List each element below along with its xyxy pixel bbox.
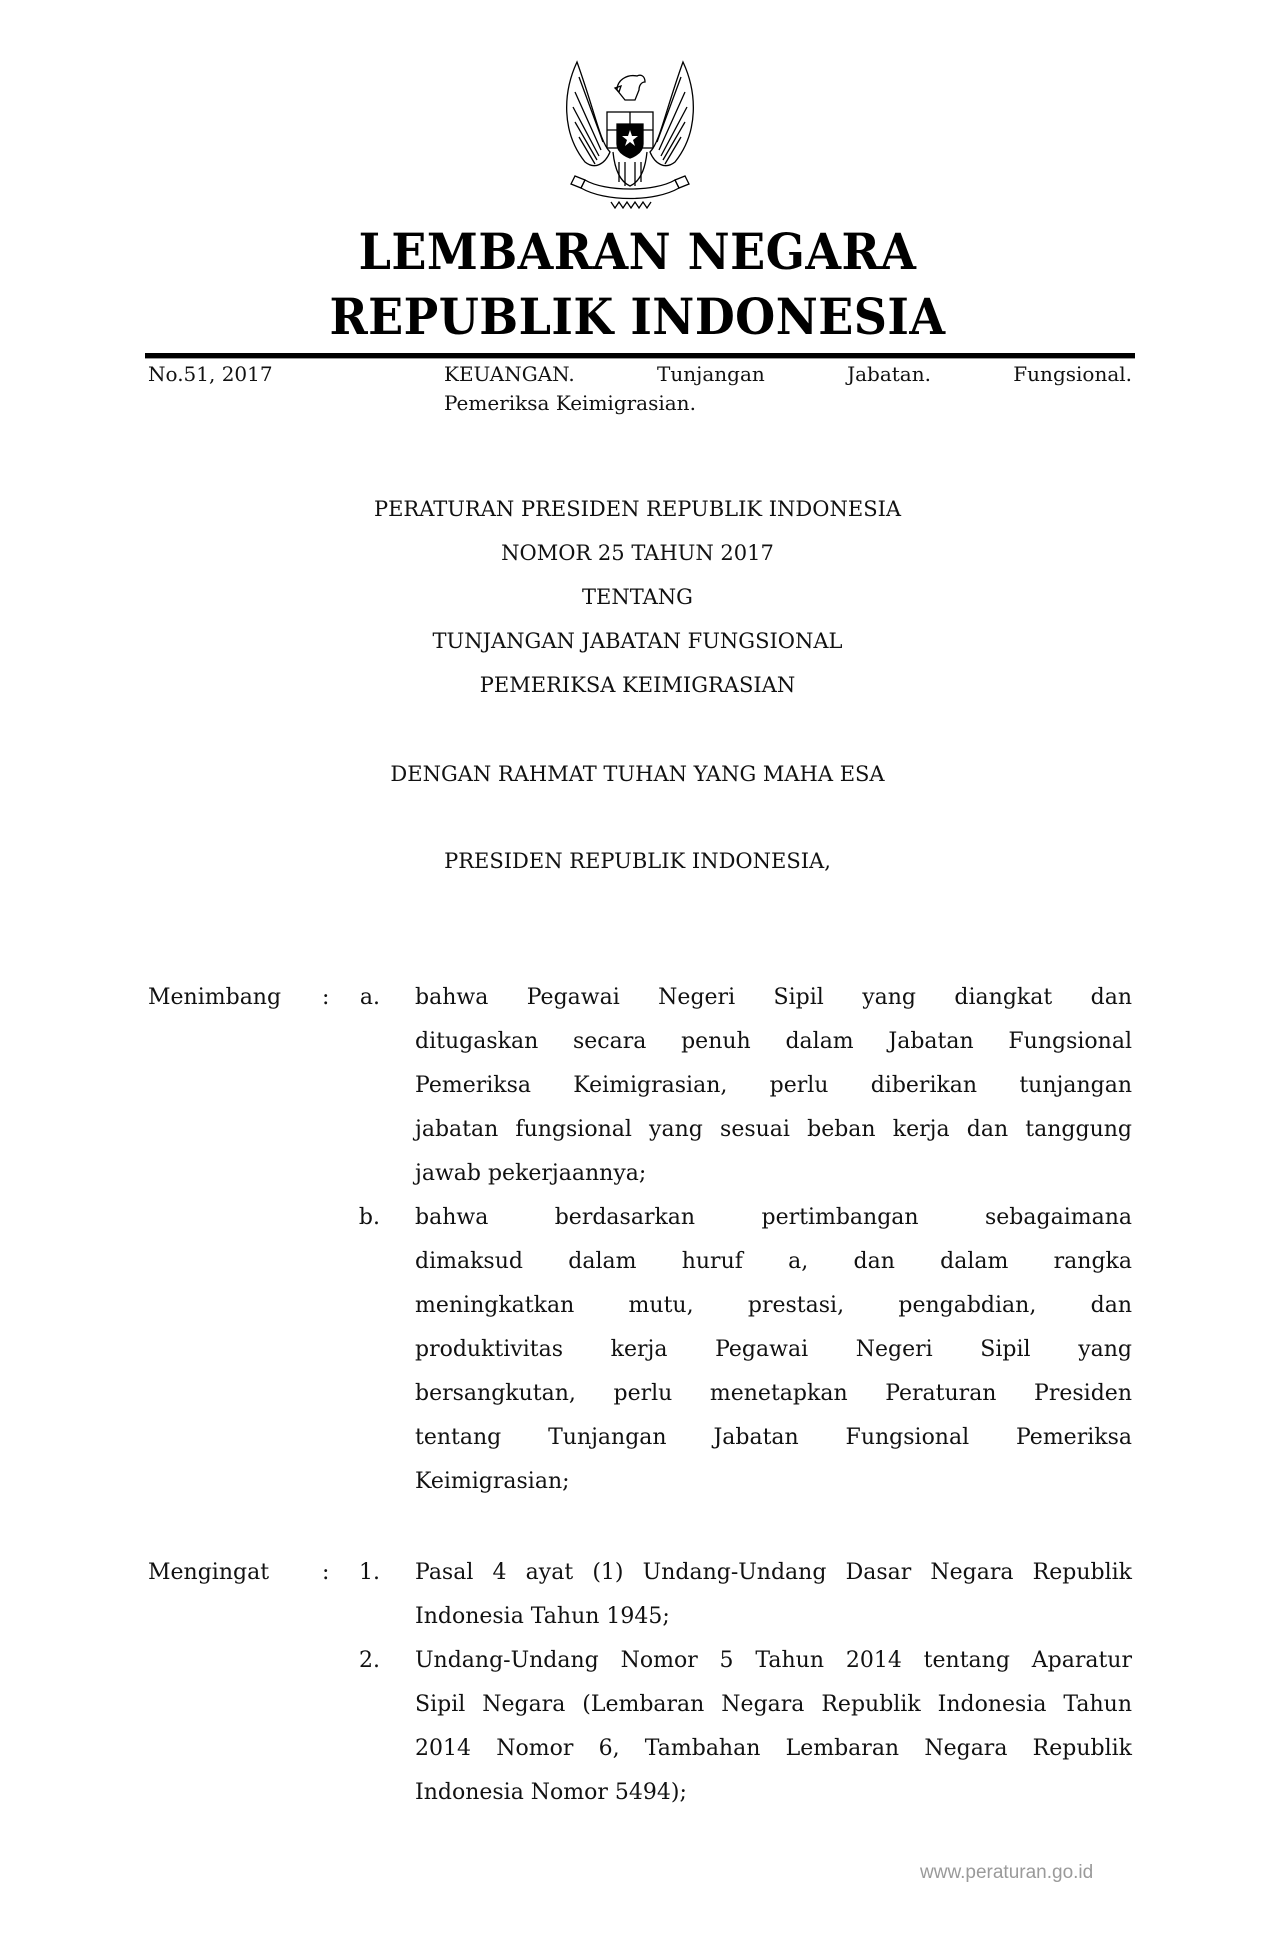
regulation-subject-line2: PEMERIKSA KEIMIGRASIAN bbox=[479, 673, 796, 697]
text-line: bahwa berdasarkan pertimbangan sebagaimana bbox=[415, 1205, 1132, 1230]
text-line: ditugaskan secara penuh dalam Jabatan Fungsional bbox=[415, 1029, 1132, 1054]
text-line: dimaksud dalam huruf a, dan dalam rangka bbox=[415, 1249, 1132, 1274]
mengingat-item-1 bbox=[415, 1551, 1132, 1639]
regulation-about: TENTANG bbox=[582, 585, 693, 609]
mengingat-label: Mengingat bbox=[148, 1560, 270, 1585]
text-line: bersangkutan, perlu menetapkan Peraturan Presiden bbox=[415, 1381, 1132, 1406]
text-line: jabatan fungsional yang sesuai beban kerja dan tanggung bbox=[415, 1117, 1132, 1142]
text-line: tentang Tunjangan Jabatan Fungsional Pemeriksa bbox=[415, 1425, 1132, 1450]
mengingat-item-marker: 2. bbox=[359, 1648, 380, 1673]
text-line: Keimigrasian; bbox=[415, 1469, 570, 1494]
header-divider bbox=[145, 353, 1135, 359]
text-line: Pasal 4 ayat (1) Undang-Undang Dasar Negara Republik bbox=[415, 1560, 1132, 1585]
text-line: produktivitas kerja Pegawai Negeri Sipil yang bbox=[415, 1337, 1132, 1362]
text-line: Undang-Undang Nomor 5 Tahun 2014 tentang Aparatur bbox=[415, 1648, 1132, 1673]
regulation-subject-line1: TUNJANGAN JABATAN FUNGSIONAL bbox=[432, 629, 843, 653]
text-line: 2014 Nomor 6, Tambahan Lembaran Negara Republik bbox=[415, 1736, 1132, 1761]
blessing-line: DENGAN RAHMAT TUHAN YANG MAHA ESA bbox=[390, 762, 885, 786]
menimbang-colon: : bbox=[322, 985, 330, 1010]
mengingat-item-2 bbox=[415, 1639, 1132, 1815]
menimbang-item-a bbox=[415, 976, 1132, 1196]
publication-title-line1: LEMBARAN NEGARA bbox=[358, 222, 917, 281]
gazette-category: KEUANGAN. Tunjangan Jabatan. Fungsional. bbox=[444, 362, 1132, 386]
text-line: bahwa Pegawai Negeri Sipil yang diangkat dan bbox=[415, 985, 1132, 1010]
text-line: Indonesia Nomor 5494); bbox=[415, 1780, 687, 1805]
menimbang-item-b bbox=[415, 1196, 1132, 1504]
garuda-emblem-icon bbox=[555, 52, 705, 212]
regulation-type: PERATURAN PRESIDEN REPUBLIK INDONESIA bbox=[373, 497, 902, 521]
text-line: jawab pekerjaannya; bbox=[415, 1161, 647, 1186]
footer-website-link[interactable]: www.peraturan.go.id bbox=[920, 1862, 1094, 1883]
mengingat-colon: : bbox=[322, 1560, 330, 1585]
text-line: Sipil Negara (Lembaran Negara Republik Indonesia Tahun bbox=[415, 1692, 1132, 1717]
text-line: Pemeriksa Keimigrasian, perlu diberikan tunjangan bbox=[415, 1073, 1132, 1098]
text-line: meningkatkan mutu, prestasi, pengabdian, dan bbox=[415, 1293, 1132, 1318]
publication-title-line2: REPUBLIK INDONESIA bbox=[329, 287, 946, 346]
mengingat-item-marker: 1. bbox=[359, 1560, 380, 1585]
regulation-number: NOMOR 25 TAHUN 2017 bbox=[501, 541, 774, 565]
gazette-number: No.51, 2017 bbox=[148, 362, 273, 386]
menimbang-item-marker: b. bbox=[358, 1205, 380, 1230]
gazette-category-line2: Pemeriksa Keimigrasian. bbox=[444, 391, 696, 415]
menimbang-item-marker: a. bbox=[359, 985, 380, 1010]
text-line: Indonesia Tahun 1945; bbox=[415, 1604, 670, 1629]
president-line: PRESIDEN REPUBLIK INDONESIA, bbox=[444, 849, 831, 873]
menimbang-label: Menimbang bbox=[148, 985, 282, 1010]
